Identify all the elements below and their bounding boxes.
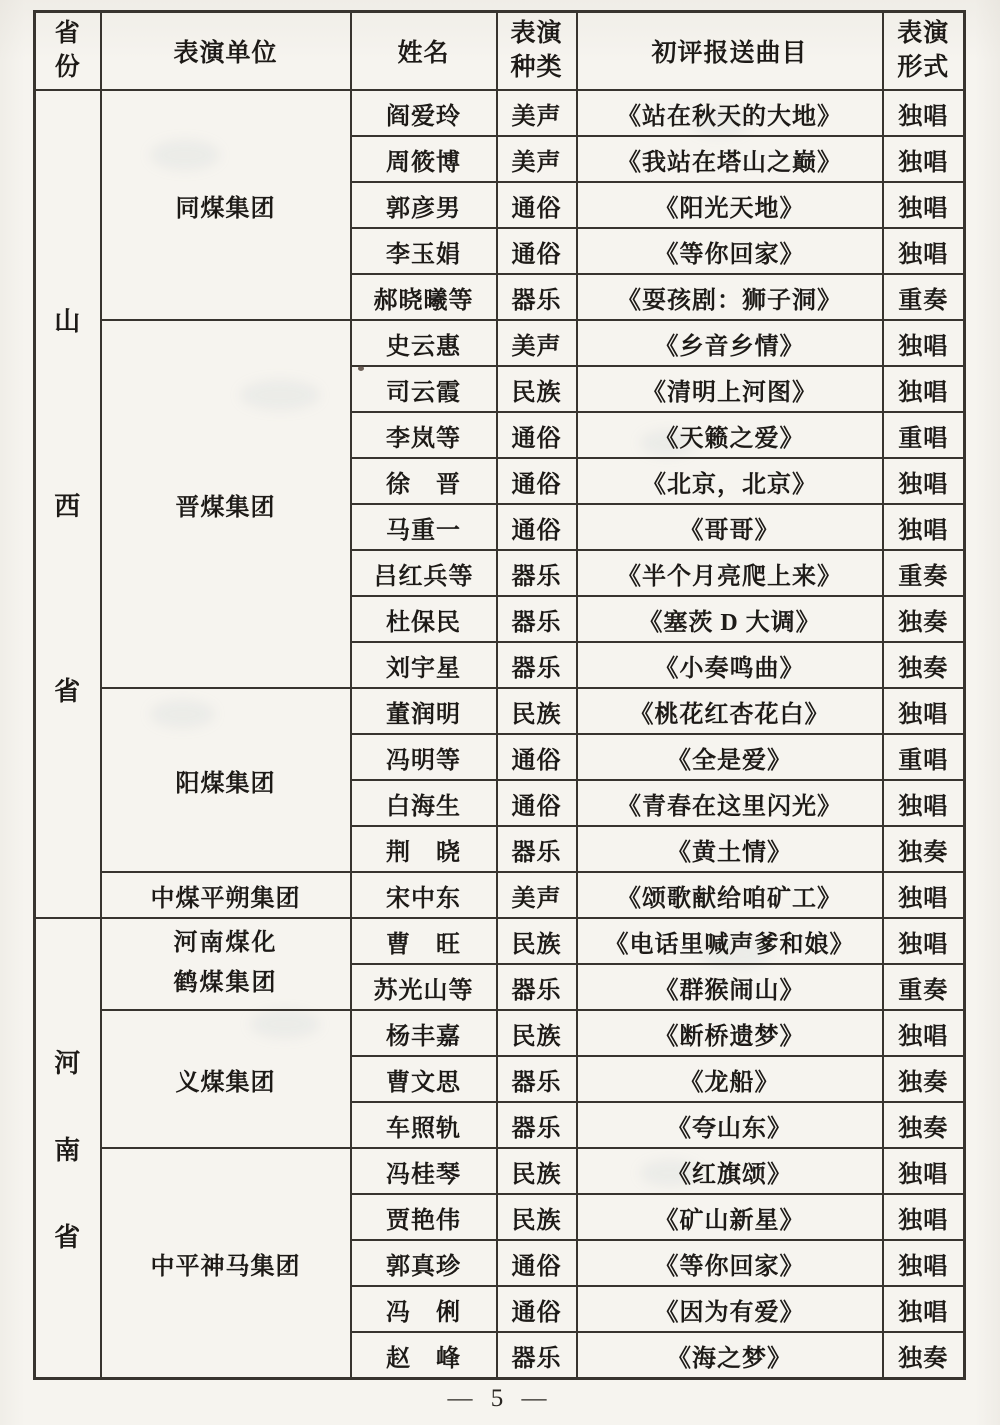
song-cell: 《黄土情》 — [577, 826, 883, 872]
category-cell: 器乐 — [497, 964, 577, 1010]
category-cell: 器乐 — [497, 642, 577, 688]
form-cell: 独唱 — [883, 872, 965, 918]
name-cell: 徐 晋 — [351, 458, 497, 504]
unit-cell: 同煤集团 — [101, 90, 351, 320]
name-cell: 冯明等 — [351, 734, 497, 780]
table-row — [35, 918, 965, 964]
song-cell: 《青春在这里闪光》 — [577, 780, 883, 826]
song-cell: 《矿山新星》 — [577, 1194, 883, 1240]
song-cell: 《半个月亮爬上来》 — [577, 550, 883, 596]
name-cell: 司云霞 — [351, 366, 497, 412]
table-row — [35, 90, 965, 136]
song-cell: 《塞茨 D 大调》 — [577, 596, 883, 642]
song-cell: 《颂歌献给咱矿工》 — [577, 872, 883, 918]
category-cell: 通俗 — [497, 458, 577, 504]
table-row — [35, 1010, 965, 1056]
form-cell: 重唱 — [883, 412, 965, 458]
category-cell: 民族 — [497, 918, 577, 964]
form-cell: 重奏 — [883, 550, 965, 596]
unit-cell: 义煤集团 — [101, 1010, 351, 1148]
song-cell: 《哥哥》 — [577, 504, 883, 550]
name-cell: 宋中东 — [351, 872, 497, 918]
header-name: 姓名 — [351, 12, 497, 91]
category-cell: 器乐 — [497, 550, 577, 596]
province-cell-shanxi — [35, 90, 101, 918]
name-cell: 史云惠 — [351, 320, 497, 366]
song-cell: 《我站在塔山之巅》 — [577, 136, 883, 182]
name-cell: 李玉娟 — [351, 228, 497, 274]
name-cell: 贾艳伟 — [351, 1194, 497, 1240]
name-cell: 刘宇星 — [351, 642, 497, 688]
form-cell: 独唱 — [883, 228, 965, 274]
name-cell: 郭彦男 — [351, 182, 497, 228]
category-cell: 器乐 — [497, 826, 577, 872]
name-cell: 郝晓曦等 — [351, 274, 497, 320]
name-cell: 郭真珍 — [351, 1240, 497, 1286]
header-form: 表演形式 — [883, 12, 965, 91]
song-cell: 《电话里喊声爹和娘》 — [577, 918, 883, 964]
category-cell: 通俗 — [497, 1286, 577, 1332]
category-cell: 通俗 — [497, 412, 577, 458]
category-cell: 美声 — [497, 136, 577, 182]
name-cell: 杨丰嘉 — [351, 1010, 497, 1056]
form-cell: 重奏 — [883, 964, 965, 1010]
name-cell: 杜保民 — [351, 596, 497, 642]
song-cell: 《全是爱》 — [577, 734, 883, 780]
performance-roster-table — [33, 10, 966, 1380]
province-vertical-label: 河 南 省 — [54, 1048, 82, 1252]
unit-cell: 阳煤集团 — [101, 688, 351, 872]
category-cell: 器乐 — [497, 1102, 577, 1148]
form-cell: 独唱 — [883, 366, 965, 412]
province-cell-henan — [35, 918, 101, 1379]
category-cell: 通俗 — [497, 228, 577, 274]
header-song: 初评报送曲目 — [577, 12, 883, 91]
name-cell: 李岚等 — [351, 412, 497, 458]
name-cell: 吕红兵等 — [351, 550, 497, 596]
category-cell: 通俗 — [497, 780, 577, 826]
form-cell: 重唱 — [883, 734, 965, 780]
unit-cell: 中煤平朔集团 — [101, 872, 351, 918]
category-cell: 美声 — [497, 872, 577, 918]
category-cell: 民族 — [497, 1010, 577, 1056]
name-cell: 冯桂琴 — [351, 1148, 497, 1194]
category-cell: 通俗 — [497, 1240, 577, 1286]
form-cell: 独唱 — [883, 918, 965, 964]
song-cell: 《断桥遗梦》 — [577, 1010, 883, 1056]
form-cell: 独唱 — [883, 504, 965, 550]
page-number: — 5 — — [447, 1385, 553, 1412]
table-row — [35, 1148, 965, 1194]
form-cell: 独奏 — [883, 1056, 965, 1102]
song-cell: 《北京，北京》 — [577, 458, 883, 504]
header-province: 省份 — [35, 12, 101, 91]
song-cell: 《因为有爱》 — [577, 1286, 883, 1332]
category-cell: 美声 — [497, 90, 577, 136]
name-cell: 阎爱玲 — [351, 90, 497, 136]
name-cell: 苏光山等 — [351, 964, 497, 1010]
name-cell: 周筱博 — [351, 136, 497, 182]
form-cell: 独唱 — [883, 780, 965, 826]
name-cell: 曹 旺 — [351, 918, 497, 964]
category-cell: 美声 — [497, 320, 577, 366]
category-cell: 民族 — [497, 688, 577, 734]
form-cell: 独奏 — [883, 1102, 965, 1148]
name-cell: 冯 俐 — [351, 1286, 497, 1332]
song-cell: 《站在秋天的大地》 — [577, 90, 883, 136]
name-cell: 马重一 — [351, 504, 497, 550]
category-cell: 民族 — [497, 1148, 577, 1194]
form-cell: 独奏 — [883, 642, 965, 688]
song-cell: 《小奏鸣曲》 — [577, 642, 883, 688]
song-cell: 《清明上河图》 — [577, 366, 883, 412]
form-cell: 重奏 — [883, 274, 965, 320]
form-cell: 独唱 — [883, 90, 965, 136]
unit-cell: 中平神马集团 — [101, 1148, 351, 1379]
province-vertical-label: 山 西 省 — [54, 306, 82, 706]
song-cell: 《乡音乡情》 — [577, 320, 883, 366]
name-cell: 荆 晓 — [351, 826, 497, 872]
category-cell: 器乐 — [497, 274, 577, 320]
song-cell: 《群猴闹山》 — [577, 964, 883, 1010]
song-cell: 《夸山东》 — [577, 1102, 883, 1148]
name-cell: 白海生 — [351, 780, 497, 826]
song-cell: 《等你回家》 — [577, 1240, 883, 1286]
form-cell: 独唱 — [883, 458, 965, 504]
form-cell: 独奏 — [883, 826, 965, 872]
table-row — [35, 688, 965, 734]
header-unit: 表演单位 — [101, 12, 351, 91]
category-cell: 通俗 — [497, 182, 577, 228]
name-cell: 赵 峰 — [351, 1332, 497, 1379]
name-cell: 董润明 — [351, 688, 497, 734]
category-cell: 通俗 — [497, 504, 577, 550]
table-row — [35, 320, 965, 366]
table-row — [35, 872, 965, 918]
song-cell: 《桃花红杏花白》 — [577, 688, 883, 734]
name-cell: 曹文思 — [351, 1056, 497, 1102]
form-cell: 独唱 — [883, 182, 965, 228]
song-cell: 《龙船》 — [577, 1056, 883, 1102]
form-cell: 独奏 — [883, 596, 965, 642]
song-cell: 《天籁之爱》 — [577, 412, 883, 458]
header-row — [35, 12, 965, 91]
category-cell: 民族 — [497, 1194, 577, 1240]
form-cell: 独唱 — [883, 320, 965, 366]
category-cell: 民族 — [497, 366, 577, 412]
category-cell: 器乐 — [497, 1332, 577, 1379]
form-cell: 独唱 — [883, 136, 965, 182]
header-category: 表演种类 — [497, 12, 577, 91]
form-cell: 独奏 — [883, 1332, 965, 1379]
category-cell: 器乐 — [497, 1056, 577, 1102]
name-cell: 车照轨 — [351, 1102, 497, 1148]
form-cell: 独唱 — [883, 1286, 965, 1332]
unit-cell: 晋煤集团 — [101, 320, 351, 688]
category-cell: 器乐 — [497, 596, 577, 642]
category-cell: 通俗 — [497, 734, 577, 780]
song-cell: 《等你回家》 — [577, 228, 883, 274]
form-cell: 独唱 — [883, 1148, 965, 1194]
form-cell: 独唱 — [883, 1240, 965, 1286]
form-cell: 独唱 — [883, 1194, 965, 1240]
song-cell: 《耍孩剧：狮子洞》 — [577, 274, 883, 320]
form-cell: 独唱 — [883, 688, 965, 734]
song-cell: 《阳光天地》 — [577, 182, 883, 228]
song-cell: 《海之梦》 — [577, 1332, 883, 1379]
unit-cell: 河南煤化鹤煤集团 — [101, 918, 351, 1010]
form-cell: 独唱 — [883, 1010, 965, 1056]
song-cell: 《红旗颂》 — [577, 1148, 883, 1194]
